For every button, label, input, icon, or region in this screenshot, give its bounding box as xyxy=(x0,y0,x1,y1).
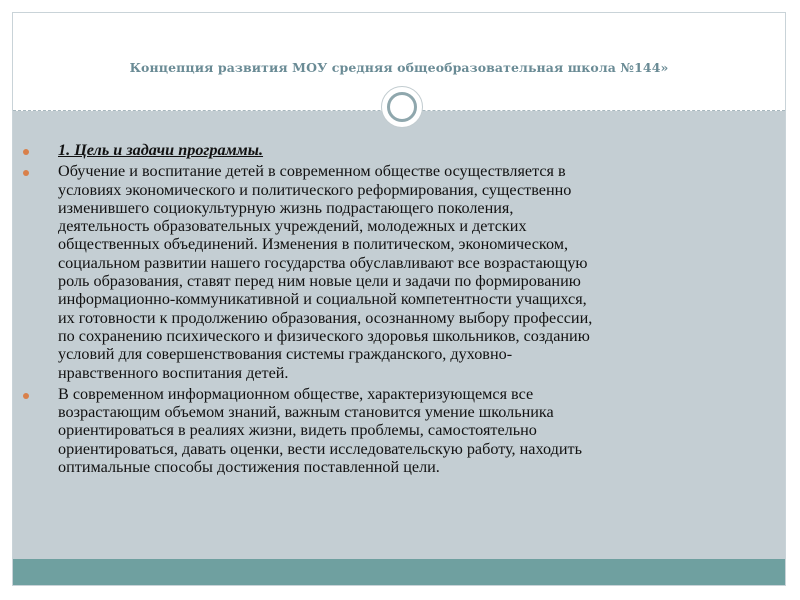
paragraph-line: В современном информационном обществе, характеризующемся все xyxy=(58,384,534,403)
bullet-list xyxy=(23,141,763,476)
paragraph-line: изменившего социокультурную жизнь подрастающего поколения, xyxy=(58,198,514,217)
bullet-dot-icon xyxy=(23,149,29,155)
bullet-dot-icon xyxy=(23,170,29,176)
paragraph-line: их готовности к продолжению образования, осознанному выбору профессии, xyxy=(58,308,593,327)
paragraph-line: ориентироваться, давать оценки, вести исследовательскую работу, находить xyxy=(58,439,582,458)
slide-title: Концепция развития МОУ средняя общеобразовательная школа №144» xyxy=(129,60,669,75)
ring-icon xyxy=(387,92,417,122)
paragraph-line: нравственного воспитания детей. xyxy=(58,363,289,382)
paragraph-line: социальном развитии нашего государства обуславливают все возрастающую xyxy=(58,253,588,272)
bullet-heading xyxy=(23,141,763,159)
paragraph-line: Обучение и воспитание детей в современном обществе осуществляется в xyxy=(58,162,566,181)
paragraph-line: условий для совершенствования системы гражданского, духовно- xyxy=(58,345,513,364)
circle-ornament-icon xyxy=(381,86,423,128)
section-heading: 1. Цель и задачи программы. xyxy=(58,141,264,159)
bullet-paragraph-1 xyxy=(23,162,763,382)
footer-bar xyxy=(13,559,785,586)
paragraph-line: информационно-коммуникативной и социальной компетентности учащихся, xyxy=(58,290,587,309)
slide-frame xyxy=(12,12,786,586)
paragraph-line: ориентироваться в реалиях жизни, видеть проблемы, самостоятельно xyxy=(58,421,537,440)
paragraph-line: деятельность образовательных учреждений, молодежных и детских xyxy=(58,217,527,236)
paragraph-line: по сохранению психического и физического здоровья школьников, созданию xyxy=(58,326,590,345)
bullet-dot-icon xyxy=(23,393,29,399)
paragraph-line: общественных объединений. Изменения в политическом, экономическом, xyxy=(58,235,569,254)
bullet-paragraph-2 xyxy=(23,385,763,476)
paragraph-line: роль образования, ставят перед ним новые цели и задачи по формированию xyxy=(58,272,581,291)
paragraph-line: условиях экономического и политического реформирования, существенно xyxy=(58,180,572,199)
paragraph-line: возрастающим объемом знаний, важным становится умение школьника xyxy=(58,403,554,422)
paragraph-line: оптимальные способы достижения поставленной цели. xyxy=(58,458,440,477)
